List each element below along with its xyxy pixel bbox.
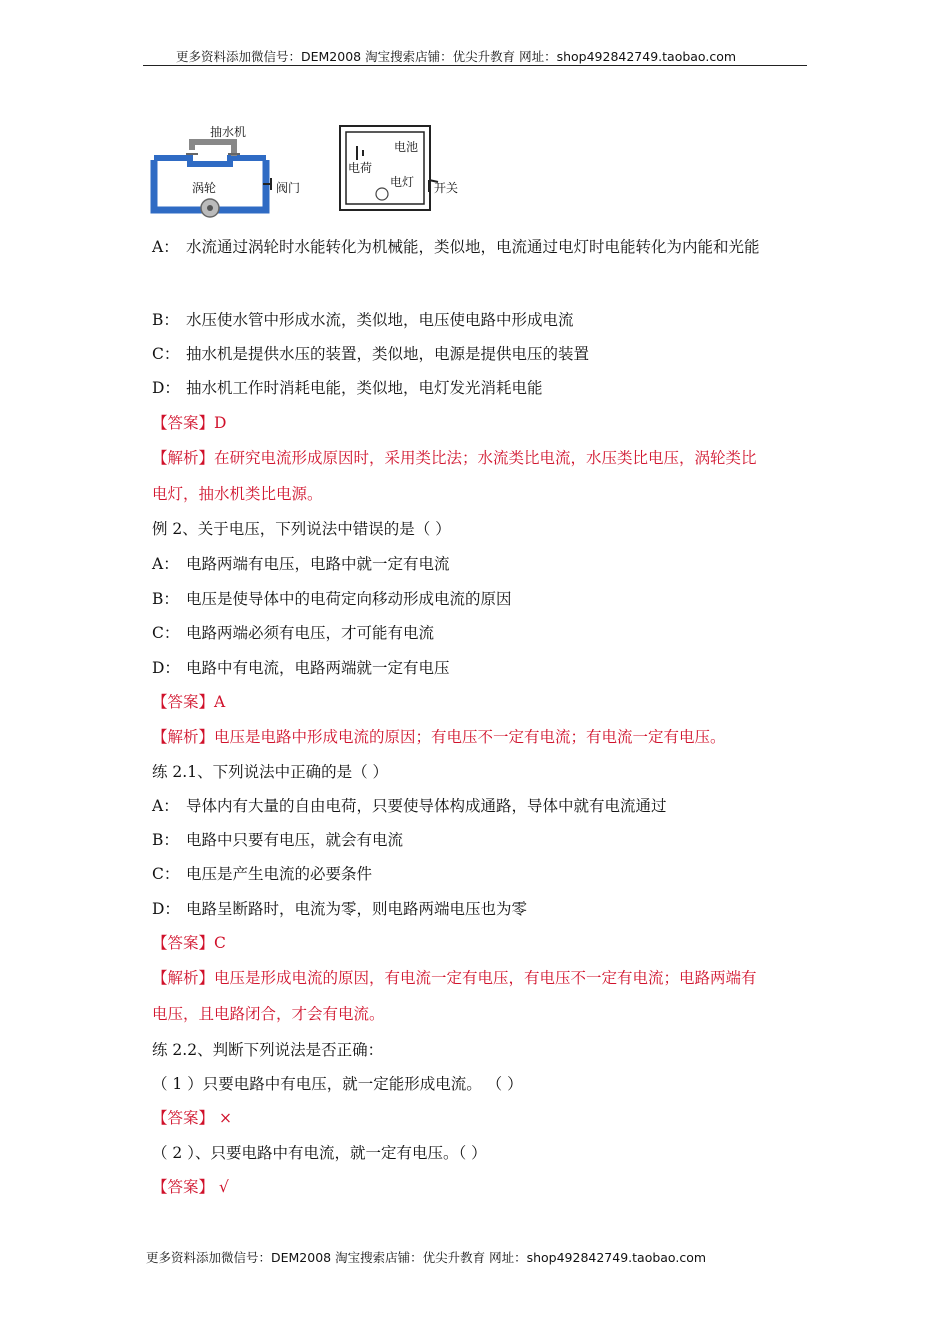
q1-option-c: C： 抽水机是提供水压的装置，类似地，电源是提供电压的装置 bbox=[152, 345, 590, 363]
switch-label: 开关 bbox=[434, 181, 459, 195]
pr22-statement-2: （ 2 ）、只要电路中有电流，就一定有电压。（ ） bbox=[152, 1144, 487, 1162]
ex2-answer: 【答案】A bbox=[152, 693, 226, 711]
pr21-answer: 【答案】C bbox=[152, 934, 226, 952]
pr21-analysis-line2: 电压，且电路闭合，才会有电流。 bbox=[152, 1005, 385, 1023]
header-divider bbox=[143, 65, 807, 66]
q1-analysis-line1: 【解析】在研究电流形成原因时，采用类比法；水流类比电流，水压类比电压，涡轮类比 bbox=[152, 449, 757, 467]
page-header: 更多资料添加微信号：DEM2008 淘宝搜索店铺：优尖升教育 网址：shop492842749.taobao.com bbox=[176, 49, 737, 64]
pr21-option-a: A： 导体内有大量的自由电荷，只要使导体构成通路，导体中就有电流通过 bbox=[152, 797, 667, 815]
ex2-option-a: A： 电路两端有电压，电路中就一定有电流 bbox=[152, 555, 450, 573]
ex2-option-d: D： 电路中有电流，电路两端就一定有电压 bbox=[152, 659, 450, 677]
pr21-option-c: C： 电压是产生电流的必要条件 bbox=[152, 865, 373, 883]
q1-option-a: A： 水流通过涡轮时水能转化为机械能，类似地，电流通过电灯时电能转化为内能和光能 bbox=[152, 238, 760, 256]
pr22-title: 练 2.2、判断下列说法是否正确： bbox=[152, 1041, 384, 1059]
q1-answer: 【答案】D bbox=[152, 414, 227, 432]
valve-label: 阀门 bbox=[276, 181, 301, 195]
lamp-label: 电灯 bbox=[390, 175, 415, 189]
pr21-option-d: D： 电路呈断路时，电流为零，则电路两端电压也为零 bbox=[152, 900, 528, 918]
electric-circuit-diagram bbox=[340, 126, 458, 210]
charge-label: 电荷 bbox=[348, 161, 373, 175]
pr22-answer-2: 【答案】 √ bbox=[152, 1178, 229, 1196]
water-circuit-diagram bbox=[154, 124, 300, 217]
ex2-analysis: 【解析】电压是电路中形成电流的原因；有电压不一定有电流；有电流一定有电压。 bbox=[152, 728, 726, 746]
q1-option-d: D： 抽水机工作时消耗电能，类似地，电灯发光消耗电能 bbox=[152, 379, 543, 397]
pr21-title: 练 2.1、下列说法中正确的是（ ） bbox=[152, 763, 389, 781]
turbine-label: 涡轮 bbox=[192, 181, 217, 195]
analogy-figure bbox=[150, 120, 480, 220]
page-footer: 更多资料添加微信号：DEM2008 淘宝搜索店铺：优尖升教育 网址：shop492842749.taobao.com bbox=[146, 1250, 707, 1265]
pr22-answer-1: 【答案】 × bbox=[152, 1109, 232, 1127]
pr21-analysis-line1: 【解析】电压是形成电流的原因，有电流一定有电压，有电压不一定有电流；电路两端有 bbox=[152, 969, 757, 987]
q1-analysis-line2: 电灯，抽水机类比电源。 bbox=[152, 485, 323, 503]
battery-label: 电池 bbox=[394, 140, 419, 154]
q1-option-b: B： 水压使水管中形成水流，类似地，电压使电路中形成电流 bbox=[152, 311, 574, 329]
ex2-title: 例 2、关于电压，下列说法中错误的是（ ） bbox=[152, 520, 451, 538]
pump-label: 抽水机 bbox=[210, 125, 247, 139]
pr22-statement-1: （ 1 ）只要电路中有电压，就一定能形成电流。 （ ） bbox=[152, 1075, 523, 1093]
ex2-option-b: B： 电压是使导体中的电荷定向移动形成电流的原因 bbox=[152, 590, 512, 608]
pr21-option-b: B： 电路中只要有电压，就会有电流 bbox=[152, 831, 404, 849]
ex2-option-c: C： 电路两端必须有电压，才可能有电流 bbox=[152, 624, 435, 642]
